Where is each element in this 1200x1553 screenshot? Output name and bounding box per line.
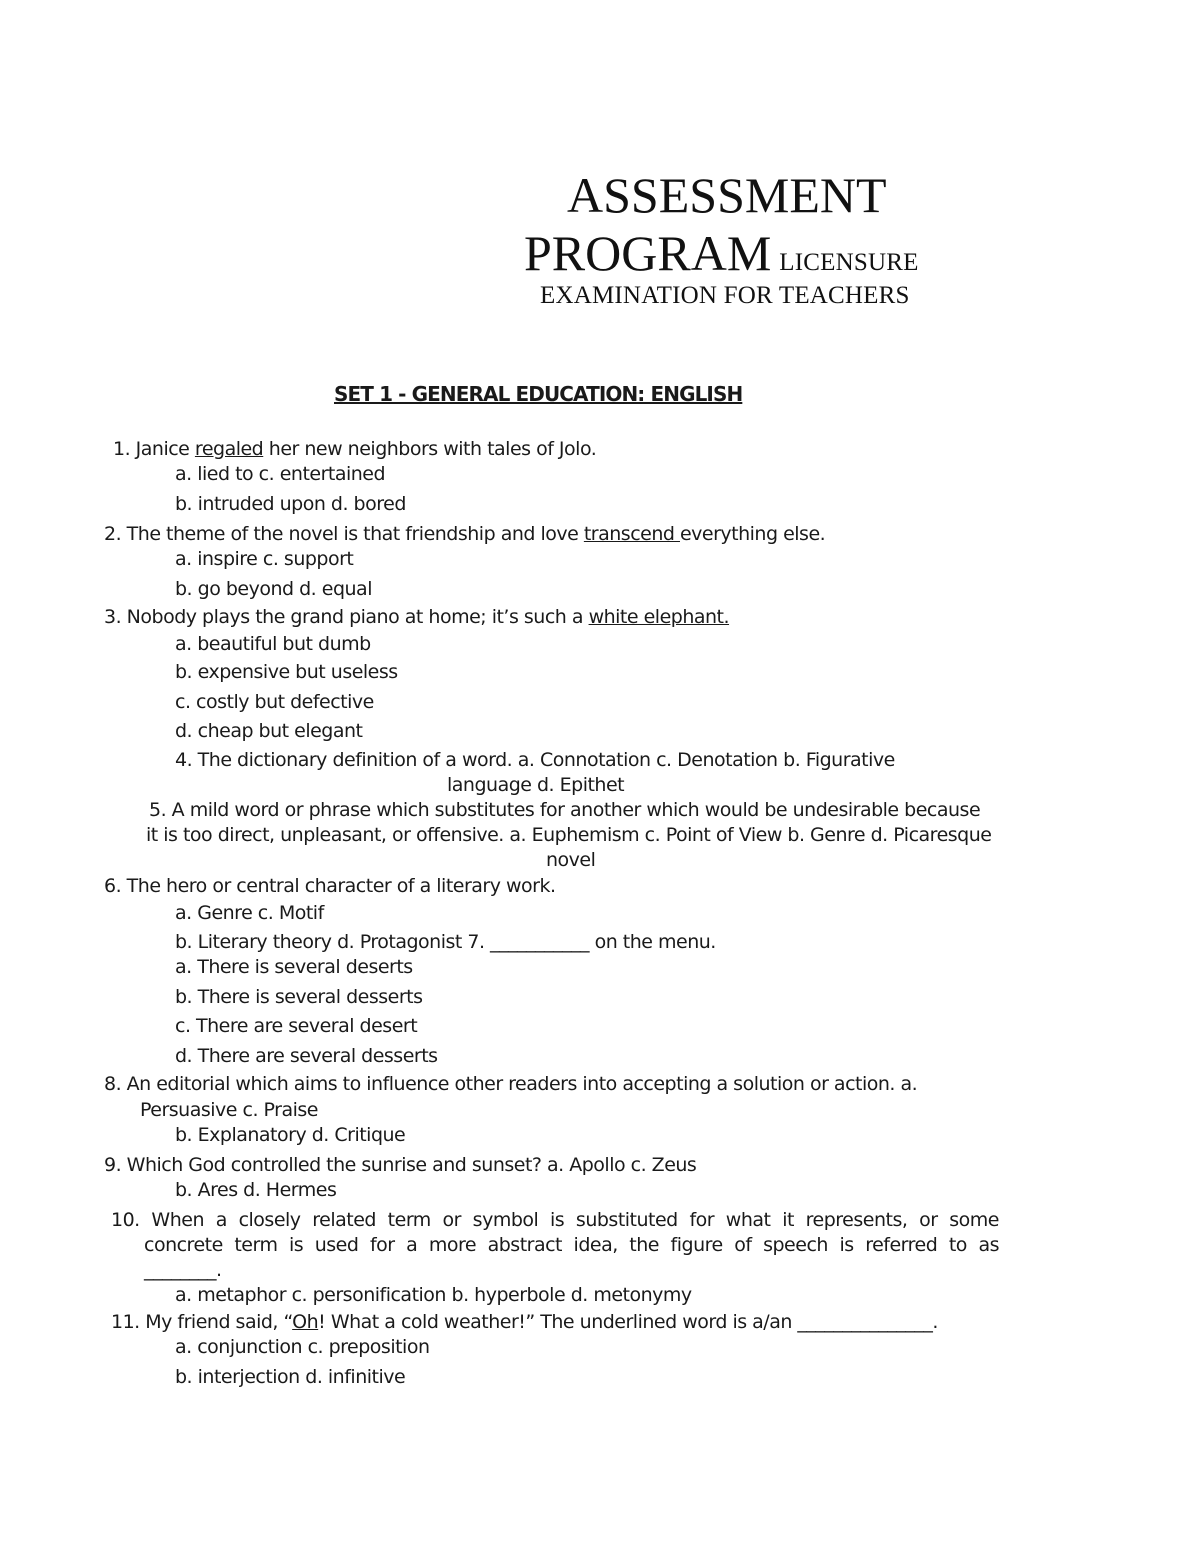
question-9-choices-b: b. Ares d. Hermes [175, 1179, 337, 1201]
title-licensure: LICENSURE [779, 249, 919, 276]
question-11-choices-a: a. conjunction c. preposition [175, 1336, 430, 1358]
question-7-choice-a: a. There is several deserts [175, 956, 413, 978]
question-4-line-2: language d. Epithet [447, 774, 625, 796]
question-1-choices-a: a. lied to c. entertained [175, 463, 386, 485]
question-11-stem [111, 1310, 938, 1334]
question-10-line-2: concrete term is used for a more abstract idea, the figure of speech is referred to as [144, 1234, 999, 1256]
q1-stem-pre: 1. Janice [113, 438, 195, 460]
question-5-line-3: novel [546, 849, 596, 871]
question-5-line-1: 5. A mild word or phrase which substitutes for another which would be undesirable because [149, 799, 981, 821]
question-1-choices-b: b. intruded upon d. bored [175, 493, 406, 515]
q11-underlined-word: Oh [292, 1311, 319, 1333]
q1-stem-post: her new neighbors with tales of Jolo. [263, 438, 597, 460]
q11-stem-post: ! What a cold weather!” The underlined word is a/an _______________. [318, 1311, 938, 1333]
question-3-choice-c: c. costly but defective [175, 691, 374, 713]
question-6-stem: 6. The hero or central character of a literary work. [104, 875, 556, 897]
question-2-choices-b: b. go beyond d. equal [175, 578, 372, 600]
question-2-choices-a: a. inspire c. support [175, 548, 354, 570]
title-line-2 [524, 225, 919, 281]
question-10-line-1: 10. When a closely related term or symbol is substituted for what it represents, or some [111, 1209, 999, 1231]
title-line-3: EXAMINATION FOR TEACHERS [540, 282, 910, 309]
question-4-line-1: 4. The dictionary definition of a word. a. Connotation c. Denotation b. Figurative [175, 749, 895, 771]
section-heading: SET 1 - GENERAL EDUCATION: ENGLISH [334, 382, 743, 406]
title-program: PROGRAM [524, 225, 772, 281]
question-7-choice-c: c. There are several desert [175, 1015, 418, 1037]
q2-stem-post: everything else. [679, 523, 826, 545]
question-5-line-2: it is too direct, unpleasant, or offensive. a. Euphemism c. Point of View b. Genre d. Picaresque [146, 824, 992, 846]
question-2-stem [104, 522, 825, 546]
question-3-stem [104, 605, 729, 629]
question-6-choices-a: a. Genre c. Motif [175, 902, 324, 924]
q1-underlined-word: regaled [194, 438, 264, 460]
q11-stem-pre: 11. My friend said, “ [111, 1311, 293, 1333]
question-8-line-2: Persuasive c. Praise [140, 1099, 318, 1121]
q3-stem-pre: 3. Nobody plays the grand piano at home; it’s such a [104, 606, 589, 628]
title-line-1: ASSESSMENT [567, 167, 887, 223]
question-3-choice-a: a. beautiful but dumb [175, 633, 371, 655]
question-10-choices: a. metaphor c. personification b. hyperbole d. metonymy [175, 1284, 692, 1306]
question-11-choices-b: b. interjection d. infinitive [175, 1366, 406, 1388]
question-3-choice-d: d. cheap but elegant [175, 720, 363, 742]
question-7-choice-b: b. There is several desserts [175, 986, 423, 1008]
question-1-stem [113, 437, 596, 461]
q2-stem-pre: 2. The theme of the novel is that friendship and love [104, 523, 584, 545]
question-9-stem: 9. Which God controlled the sunrise and sunset? a. Apollo c. Zeus [104, 1154, 697, 1176]
question-3-choice-b: b. expensive but useless [175, 661, 398, 683]
question-10-line-3: ________. [144, 1259, 222, 1281]
question-8-choices-b: b. Explanatory d. Critique [175, 1124, 406, 1146]
question-8-line-1: 8. An editorial which aims to influence other readers into accepting a solution or action. a. [104, 1073, 918, 1095]
q2-underlined-word: transcend [583, 523, 680, 545]
q3-underlined-phrase: white elephant. [588, 606, 730, 628]
question-6-choices-b: b. Literary theory d. Protagonist 7. ___________ on the menu. [175, 931, 716, 953]
question-7-choice-d: d. There are several desserts [175, 1045, 438, 1067]
